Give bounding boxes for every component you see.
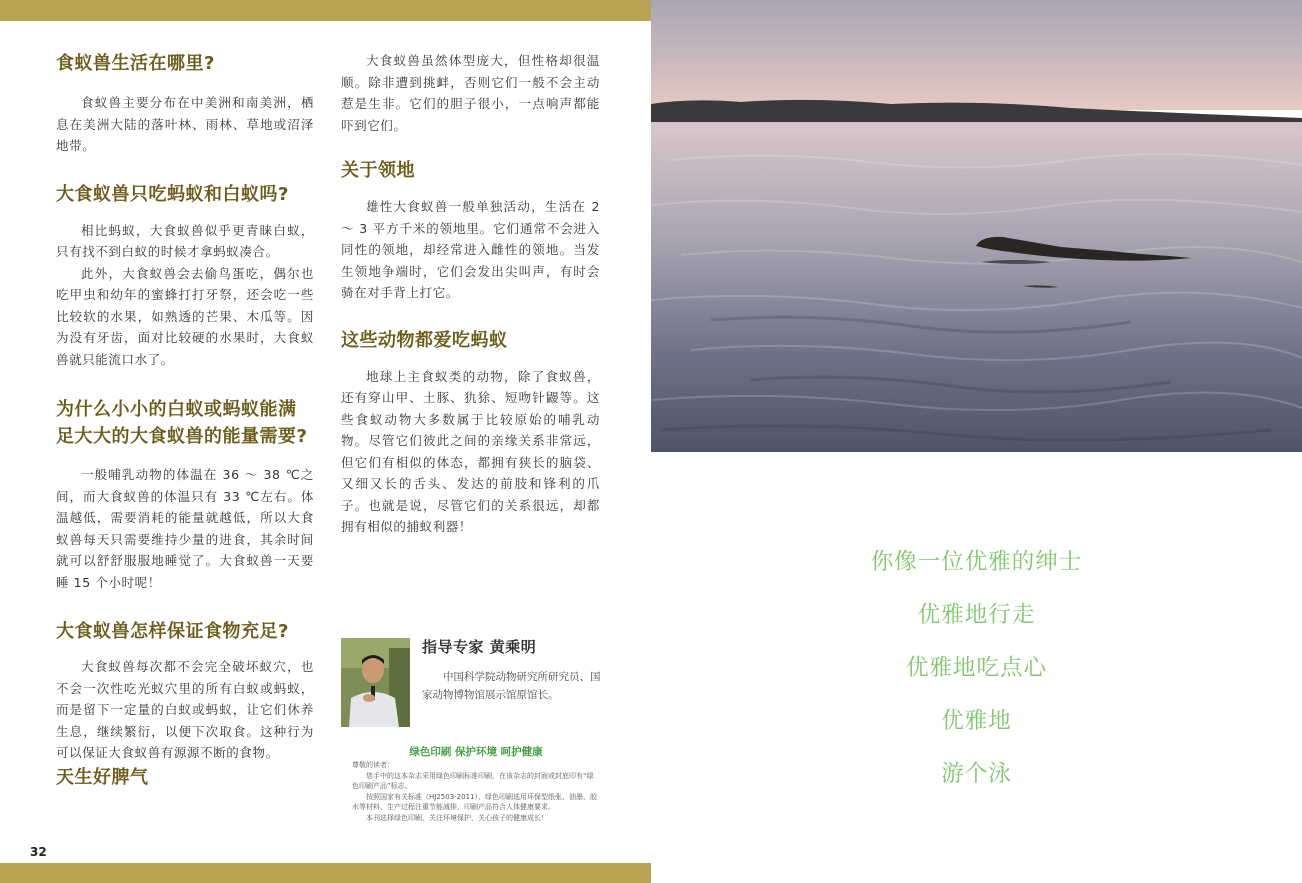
paragraph: 一般哺乳动物的体温在 36 ～ 38 ℃之间，而大食蚁兽的体温只有 33 ℃左右。体温越低，需要消耗的能量就越低，所以大食蚁兽每天只需要维持少量的进食，其余时间就可以舒舒服服地睡觉了。大食蚁兽一天要睡 15 个小时呢！	[56, 467, 314, 590]
middle-column	[341, 50, 600, 538]
section-heading: 食蚁兽生活在哪里?	[56, 53, 215, 74]
section-heading: 大食蚁兽怎样保证食物充足?	[56, 621, 289, 642]
section-heading: 天生好脾气	[56, 766, 149, 788]
expert-description: 中国科学院动物研究所研究员、国家动物博物馆展示馆原馆长。	[422, 671, 601, 701]
notice-line: 您手中的这本杂志采用绿色印刷标准印刷，在该杂志的封面或封底印有“绿色印刷产品”标志。	[352, 771, 594, 790]
bottom-decorative-bar	[0, 863, 651, 883]
poem	[651, 536, 1302, 801]
section-heading: 这些动物都爱吃蚂蚁	[341, 329, 508, 351]
paragraph: 食蚁兽主要分布在中美洲和南美洲，栖息在美洲大陆的落叶林、雨林、草地或沼泽地带。	[56, 95, 314, 153]
expert-portrait	[341, 638, 410, 727]
poem-line: 优雅地	[941, 708, 1012, 734]
section-heading: 为什么小小的白蚁或蚂蚁能满足大大的大食蚁兽的能量需要?	[56, 399, 308, 447]
top-decorative-bar	[0, 0, 651, 21]
paragraph: 此外，大食蚁兽会去偷鸟蛋吃，偶尔也吃甲虫和幼年的蜜蜂打打牙祭，还会吃一些比较软的水果，如熟透的芒果、木瓜等。因为没有牙齿，面对比较硬的水果时，大食蚁兽就只能流口水了。	[56, 265, 314, 367]
notice-greeting: 尊敬的读者：	[352, 761, 394, 769]
poem-line: 你像一位优雅的绅士	[870, 549, 1083, 575]
notice-line: 按照国家有关标准（HJ2503-2011），绿色印刷选用环保型纸张、油墨、胶水等材料，生产过程注重节能减排，印刷产品符合人体健康要求。	[352, 792, 597, 811]
poem-line: 优雅地吃点心	[905, 655, 1047, 681]
paragraph: 相比蚂蚁，大食蚁兽似乎更青睐白蚁，只有找不到白蚁的时候才拿蚂蚁凑合。	[56, 222, 314, 259]
left-column	[56, 50, 314, 791]
paragraph: 大食蚁兽每次都不会完全破坏蚁穴，也不会一次性吃光蚁穴里的所有白蚁或蚂蚁，而是留下一定量的白蚁或蚂蚁，让它们休养生息，继续繁衍，以便下次取食。这种行为可以保证大食蚁兽有源源不断的食物。	[56, 659, 314, 760]
paragraph: 雄性大食蚁兽一般单独活动，生活在 2 ～ 3 平方千米的领地里。它们通常不会进入同性的领地，却经常进入雌性的领地。当发生领地争端时，它们会发出尖叫声，有时会骑在对手背上打它。	[341, 199, 600, 300]
poem-line: 优雅地行走	[917, 602, 1036, 628]
paragraph: 地球上主食蚁类的动物，除了食蚁兽，还有穿山甲、土豚、犰狳、短吻针鼹等。这些食蚁动物大多数属于比较原始的哺乳动物。尽管它们彼此之间的亲缘关系非常远，但它们有相似的体态，都拥有狭长的脑袋、又细又长的舌头、发达的前肢和锋利的爪子。也就是说，尽管它们的关系很远，却都拥有相似的捕蚁利器！	[341, 368, 600, 534]
expert-title: 指导专家 黄乘明	[422, 638, 537, 656]
green-print-heading: 绿色印刷 保护环境 呵护健康	[409, 746, 543, 758]
page-number: 32	[30, 845, 47, 859]
green-print-notice	[352, 760, 600, 823]
paragraph: 大食蚁兽虽然体型庞大，但性格却很温顺。除非遭到挑衅，否则它们一般不会主动惹是生非。它们的胆子很小，一点响声都能吓到它们。	[341, 53, 600, 133]
anteater-swimming-photo	[651, 0, 1302, 452]
section-heading: 大食蚁兽只吃蚂蚁和白蚁吗?	[56, 183, 289, 205]
poem-line: 游个泳	[941, 761, 1012, 787]
section-heading: 关于领地	[341, 160, 415, 181]
notice-line: 本刊选择绿色印刷，关注环境保护，关心孩子的健康成长！	[366, 813, 548, 822]
